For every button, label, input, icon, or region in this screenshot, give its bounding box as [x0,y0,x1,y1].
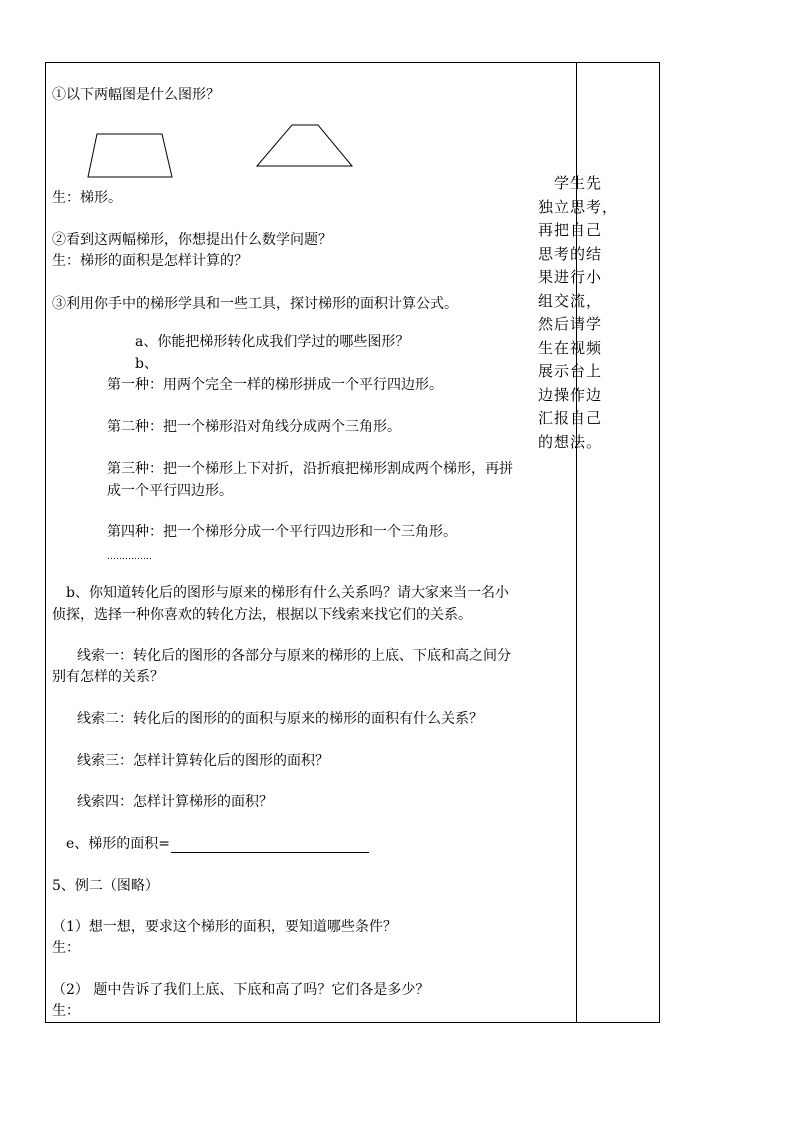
side-note-line: 学生先 [554,174,603,192]
clue-3: 线索三：怎样计算转化后的图形的面积？ [77,753,329,769]
task-b-line-1: b、你知道转化后的图形与原来的梯形有什么关系吗？请大家来当一名小 [66,585,509,601]
side-note-line: 展示台上 [538,362,603,380]
method-3-line-1: 第三种：把一个梯形上下对折，沿折痕把梯形割成两个梯形，再拼 [107,461,513,477]
example-question-2: （2） 题中告诉了我们上底、下底和高了吗？它们各是多少？ [52,982,430,998]
answer-2: 生：梯形的面积是怎样计算的？ [52,253,248,269]
side-note-line: 思考的结 [538,244,603,263]
area-formula [66,835,369,853]
side-note-line: 边操作边 [538,385,603,404]
side-note-line: 独立思考， [538,197,619,216]
area-formula-blank [171,838,369,853]
sub-question-a: a、你能把梯形转化成我们学过的哪些图形？ [135,334,410,350]
side-note-line: 的想法。 [538,432,603,451]
clue-1-line-2: 别有怎样的关系？ [52,669,164,685]
trapezoid-2 [257,125,352,166]
method-2: 第二种：把一个梯形沿对角线分成两个三角形。 [107,419,401,435]
side-note-line: 生在视频 [538,338,603,357]
clue-4: 线索四：怎样计算梯形的面积？ [77,794,273,810]
side-note-line: 组交流， [538,291,603,310]
task-b-line-2: 侦探，选择一种你喜欢的转化方法，根据以下线索来找它们的关系。 [52,607,472,623]
student-answer-1: 生： [52,940,80,956]
trapezoid-1 [88,134,172,177]
area-formula-label: e、梯形的面积= [66,836,171,852]
ellipsis: …………… [107,552,152,562]
example-question-1: （1）想一想，要求这个梯形的面积，要知道哪些条件？ [52,919,397,935]
side-note-line: 然后请学 [538,315,603,333]
clue-1-line-1: 线索一：转化后的图形的各部分与原来的梯形的上底、下底和高之间分 [77,648,511,664]
student-answer-2: 生： [52,1003,80,1019]
question-2: ②看到这两幅梯形，你想提出什么数学问题？ [52,232,332,248]
sub-question-b: b、 [135,356,158,372]
method-1: 第一种：用两个完全一样的梯形拼成一个平行四边形。 [107,377,443,393]
question-1: ①以下两幅图是什么图形？ [52,87,220,103]
answer-1: 生：梯形。 [52,190,122,206]
side-note-line: 果进行小 [538,268,603,286]
method-3-line-2: 成一个平行四边形。 [107,483,233,499]
clue-2: 线索二：转化后的图形的的面积与原来的梯形的面积有什么关系？ [77,711,483,727]
example-2-title: 5、例二（图略） [52,878,159,894]
method-4: 第四种：把一个梯形分成一个平行四边形和一个三角形。 [107,524,457,540]
side-note-line: 汇报自己 [538,409,603,427]
side-note-line: 再把自己 [538,221,603,239]
side-note [538,172,619,454]
question-3: ③利用你手中的梯形学具和一些工具，探讨梯形的面积计算公式。 [52,296,458,312]
